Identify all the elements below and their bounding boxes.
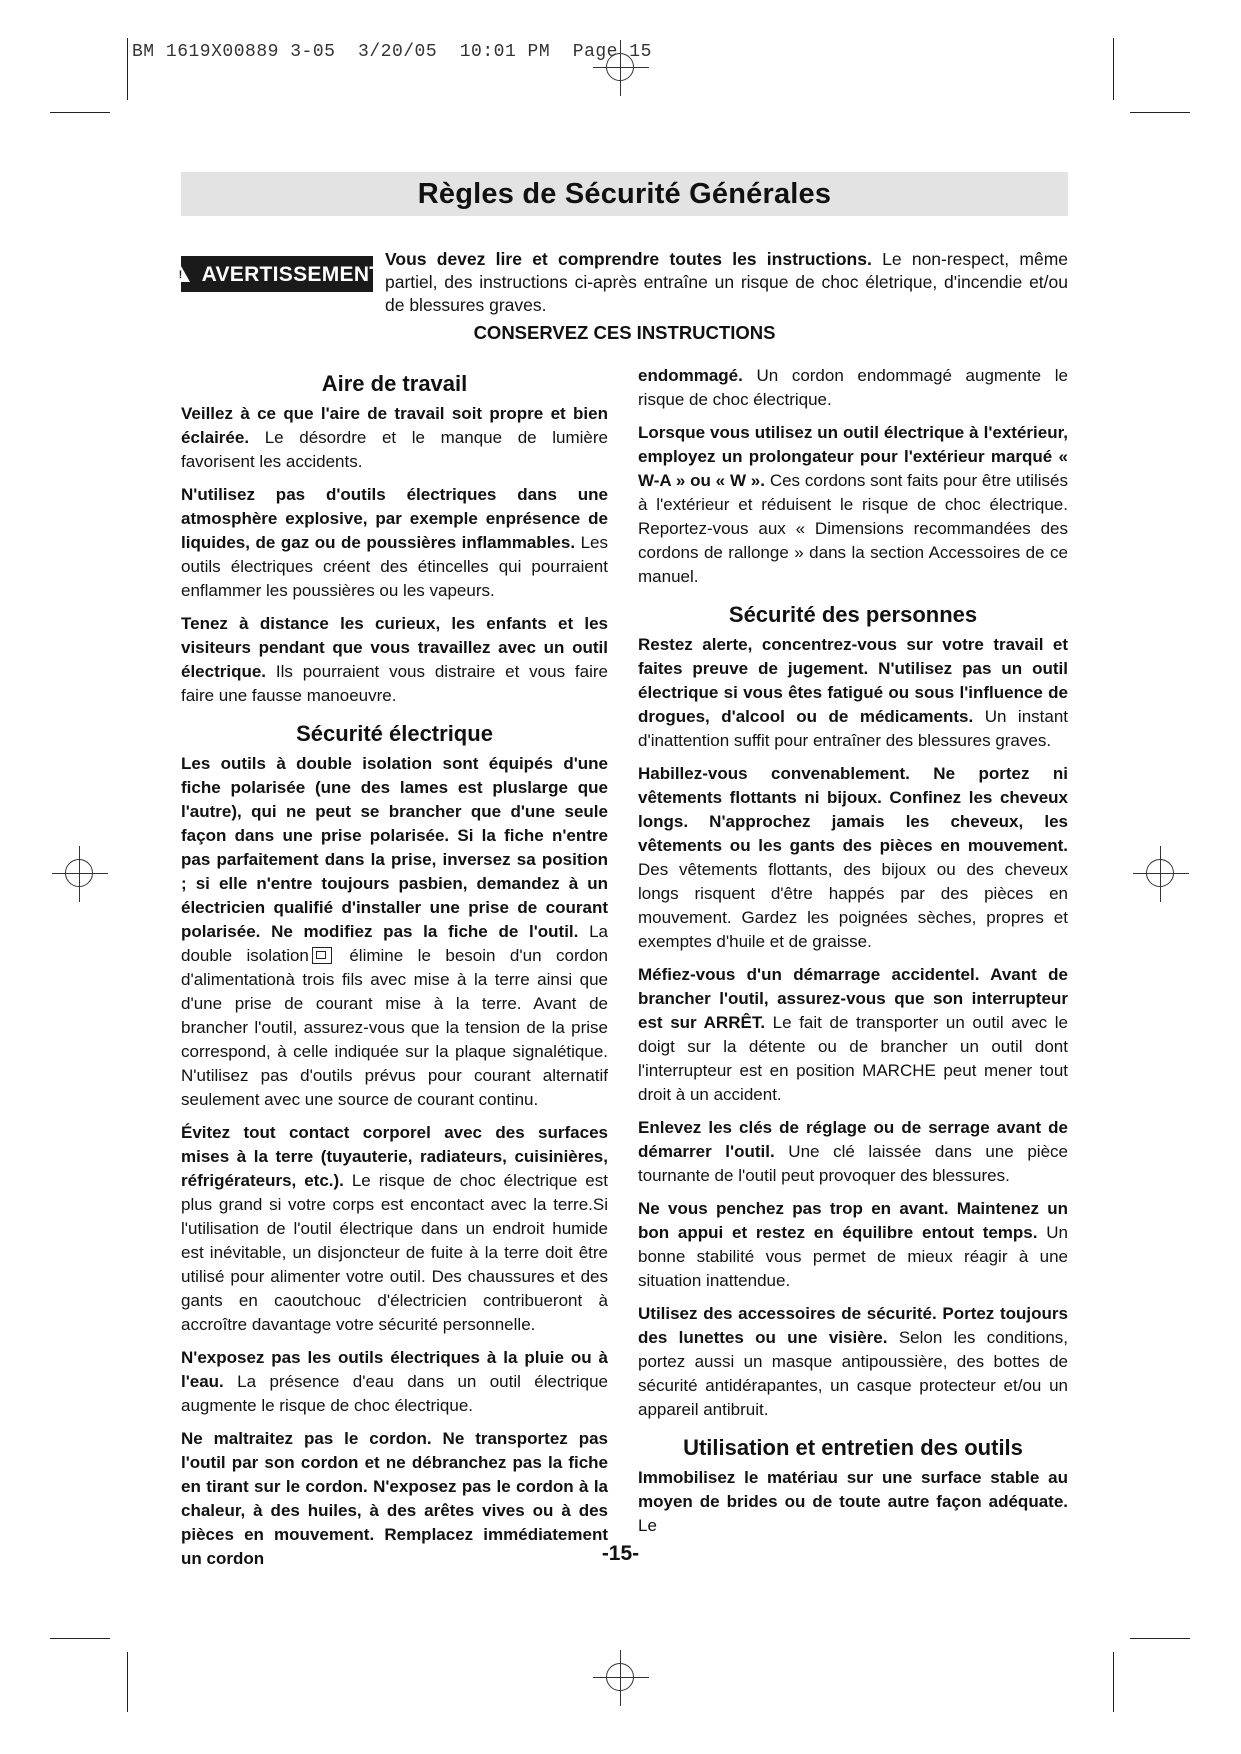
warning-badge-label: AVERTISSEMENT (201, 262, 383, 286)
left-column (181, 370, 608, 1580)
warning-badge (178, 256, 383, 292)
warning-body: Le non-respect, même partiel, des instructions ci-après entraîne un risque de choc életrique, d'incendie et/ou de blessures graves. (385, 249, 1068, 315)
paragraph: Habillez-vous convenablement. Ne portez ni vêtements flottants ni bijoux. Confinez les cheveux longs. N'approchez jamais les cheveux, les vêtements ou les gants des pièces en mouvement. Des vêtements flottants, des bijoux ou des cheveux longs risquent d'être happés par des pièces en mouvement. Gardez les poignées sèches, propres et exemptes d'huile et de graisse. (638, 764, 1068, 951)
paragraph: Immobilisez le matériau sur une surface stable au moyen de brides ou de toute autre façon adéquate. Le (638, 1468, 1068, 1535)
crop-mark (127, 38, 128, 100)
paragraph: Lorsque vous utilisez un outil électrique à l'extérieur, employez un prolongateur pour l'extérieur marqué « W-A » ou « W ». Ces cordons sont faits pour être utilisés à l'extérieur et réduisent le risque de choc électrique. Reportez-vous aux « Dimensions recommandées des cordons de rallonge » dans la section Accessoires de ce manuel. (638, 423, 1069, 586)
section-title: Sécurité électrique (296, 721, 493, 746)
registration-mark-icon (1133, 846, 1189, 902)
section-title: Utilisation et entretien des outils (683, 1435, 1023, 1460)
paragraph: endommagé. Un cordon endommagé augmente le risque de choc électrique. (638, 366, 1068, 409)
warning-bold: Vous devez lire et comprendre toutes les instructions. (385, 249, 872, 269)
warning-block (178, 248, 1068, 317)
crop-mark (50, 112, 110, 113)
crop-mark (1130, 1638, 1190, 1639)
paragraph: Ne vous penchez pas trop en avant. Maintenez un bon appui et restez en équilibre entout temps. Un bonne stabilité vous permet de mieux réagir à une situation inattendue. (638, 1199, 1068, 1290)
paragraph: Ne maltraitez pas le cordon. Ne transportez pas l'outil par son cordon et ne débranchez pas la fiche en tirant sur le cordon. N'exposez pas le cordon à la chaleur, à des huiles, à des arêtes vives ou à des pièces en mouvement. Remplacez immédiatement un cordon (181, 1429, 608, 1568)
crop-mark (50, 1638, 110, 1639)
section-title: Sécurité des personnes (728, 602, 978, 627)
paragraph: N'utilisez pas d'outils électriques dans une atmosphère explosive, par exemple enprésence de liquides, de gaz ou de poussières inflammables. Les outils électriques créent des étincelles qui pourraient enflammer les poussières ou les vapeurs. (181, 485, 609, 600)
page-title: Règles de Sécurité Générales (181, 172, 1068, 216)
paragraph: Évitez tout contact corporel avec des surfaces mises à la terre (tuyauterie, radiateurs, cuisinières, réfrigérateurs, etc.). Le risque de choc électrique est plus grand si votre corps est encontact avec la terre.Si l'utilisation de l'outil électrique dans un endroit humide est inévitable, un disjoncteur de fuite à la terre doit être utilisé pour alimenter votre outil. Des chaussures et des gants en caoutchouc d'électricien contribueront à accroître davantage votre sécurité personnelle. (181, 1123, 608, 1334)
paragraph: Enlevez les clés de réglage ou de serrage avant de démarrer l'outil. Une clé laissée dans une pièce tournante de l'outil peut provoquer des blessures. (638, 1118, 1068, 1185)
crop-mark (1130, 112, 1190, 113)
print-header: BM 1619X00889 3-05 3/20/05 10:01 PM Page 15 (132, 42, 652, 62)
crop-mark (1113, 1652, 1114, 1712)
warning-triangle-icon: ! (172, 266, 190, 282)
crop-mark (1113, 38, 1114, 100)
paragraph: Utilisez des accessoires de sécurité. Portez toujours des lunettes ou une visière. Selon les conditions, portez aussi un masque antipoussière, des bottes de sécurité antidérapantes, un casque protecteur et/ou un appareil antibruit. (638, 1304, 1068, 1419)
paragraph: Veillez à ce que l'aire de travail soit propre et bien éclairée. Le désordre et le manque de lumière favorisent les accidents. (181, 404, 608, 471)
paragraph: Restez alerte, concentrez-vous sur votre travail et faites preuve de jugement. N'utilisez pas un outil électrique si vous êtes fatigué ou sous l'influence de drogues, d'alcool ou de médicaments. Un instant d'inattention suffit pour entraîner des blessures graves. (638, 635, 1069, 750)
section-title: Aire de travail (321, 371, 468, 396)
right-column (638, 366, 1069, 1547)
registration-mark-icon (52, 846, 108, 902)
paragraph: Méfiez-vous d'un démarrage accidentel. Avant de brancher l'outil, assurez-vous que son interrupteur est sur ARRÊT. Le fait de transporter un outil avec le doigt sur la détente ou de brancher un outil dont l'interrupteur est en position MARCHE peut mener tout droit à un accident. (638, 965, 1068, 1104)
paragraph: Tenez à distance les curieux, les enfants et les visiteurs pendant que vous travaillez avec un outil électrique. Ils pourraient vous distraire et vous faire faire une fausse manoeuvre. (181, 614, 608, 705)
page-number: -15- (601, 1542, 640, 1565)
conserve-heading: CONSERVEZ CES INSTRUCTIONS (473, 322, 776, 343)
registration-mark-icon (593, 1650, 649, 1706)
paragraph: N'exposez pas les outils électriques à la pluie ou à l'eau. La présence d'eau dans un outil électrique augmente le risque de choc électrique. (181, 1348, 608, 1415)
double-insulation-icon (312, 947, 332, 964)
crop-mark (127, 1652, 128, 1712)
paragraph: Les outils à double isolation sont équipés d'une fiche polarisée (une des lames est pluslarge que l'autre), qui ne peut se brancher que d'une seule façon dans une prise polarisée. Si la fiche n'entre pas parfaitement dans la prise, inversez sa position ; si elle n'entre toujours pasbien, demandez à un électricien qualifié d'installer une prise de courant polarisée. Ne modifiez pas la fiche de l'outil. La double isolation élimine le besoin d'un cordon d'alimentationà trois fils avec mise à la terre ainsi que d'une prise de courant mise à la terre. Avant de brancher l'outil, assurez-vous que la tension de la prise correspond, à celle indiquée sur la plaque signalétique. N'utilisez pas d'outils prévus pour courant alternatif seulement avec une source de courant continu. (181, 754, 608, 1109)
